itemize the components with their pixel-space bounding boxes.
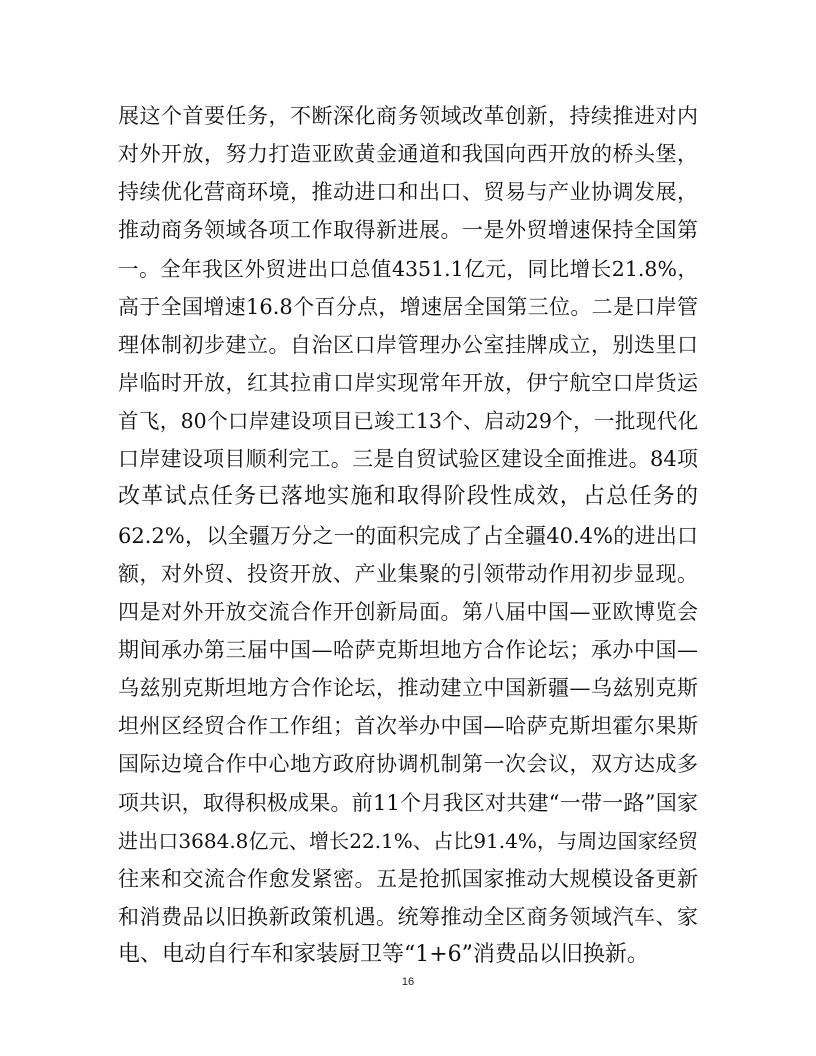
text-line: 电、电动自行车和家装厨卫等“1+6”消费品以旧换新。	[118, 942, 649, 968]
text-line: 期间承办第三届中国—哈萨克斯坦地方合作论坛；承办中国—	[118, 637, 698, 662]
text-line: 持续优化营商环境，推动进口和出口、贸易与产业协调发展，	[118, 180, 698, 205]
text-line: 坦州区经贸合作工作组；首次举办中国—哈萨克斯坦霍尔果斯	[118, 714, 698, 739]
text-line: 一。全年我区外贸进出口总值4351.1亿元，同比增长21.8%，	[118, 256, 698, 281]
text-line: 四是对外开放交流合作开创新局面。第八届中国—亚欧博览会	[118, 599, 698, 624]
text-line: 项共识，取得积极成果。前11个月我区对共建“一带一路”国家	[118, 790, 698, 815]
text-line: 62.2%，以全疆万分之一的面积完成了占全疆40.4%的进出口	[118, 523, 698, 548]
text-line: 口岸建设项目顺利完工。三是自贸试验区建设全面推进。84项	[118, 447, 698, 472]
text-line: 高于全国增速16.8个百分点，增速居全国第三位。二是口岸管	[118, 294, 698, 319]
body-paragraph	[118, 97, 698, 974]
text-line: 和消费品以旧换新政策机遇。统筹推动全区商务领域汽车、家	[118, 904, 698, 929]
page-number: 16	[401, 976, 415, 988]
text-line: 国际边境合作中心地方政府协调机制第一次会议，双方达成多	[118, 752, 698, 777]
text-line: 对外开放，努力打造亚欧黄金通道和我国向西开放的桥头堡，	[118, 142, 698, 167]
text-line: 往来和交流合作愈发紧密。五是抢抓国家推动大规模设备更新	[118, 866, 698, 891]
text-line: 岸临时开放，红其拉甫口岸实现常年开放，伊宁航空口岸货运	[118, 370, 698, 395]
text-line: 乌兹别克斯坦地方合作论坛，推动建立中国新疆—乌兹别克斯	[118, 676, 698, 701]
text-line: 额，对外贸、投资开放、产业集聚的引领带动作用初步显现。	[118, 561, 698, 586]
text-line: 理体制初步建立。自治区口岸管理办公室挂牌成立，别迭里口	[118, 332, 698, 357]
text-line: 首飞，80个口岸建设项目已竣工13个、启动29个，一批现代化	[118, 409, 698, 434]
text-line: 推动商务领域各项工作取得新进展。一是外贸增速保持全国第	[118, 218, 698, 243]
text-line: 改革试点任务已落地实施和取得阶段性成效，占总任务的	[118, 484, 698, 510]
text-line: 展这个首要任务，不断深化商务领域改革创新，持续推进对内	[118, 104, 698, 128]
text-line: 进出口3684.8亿元、增长22.1%、占比91.4%，与周边国家经贸	[118, 828, 698, 853]
